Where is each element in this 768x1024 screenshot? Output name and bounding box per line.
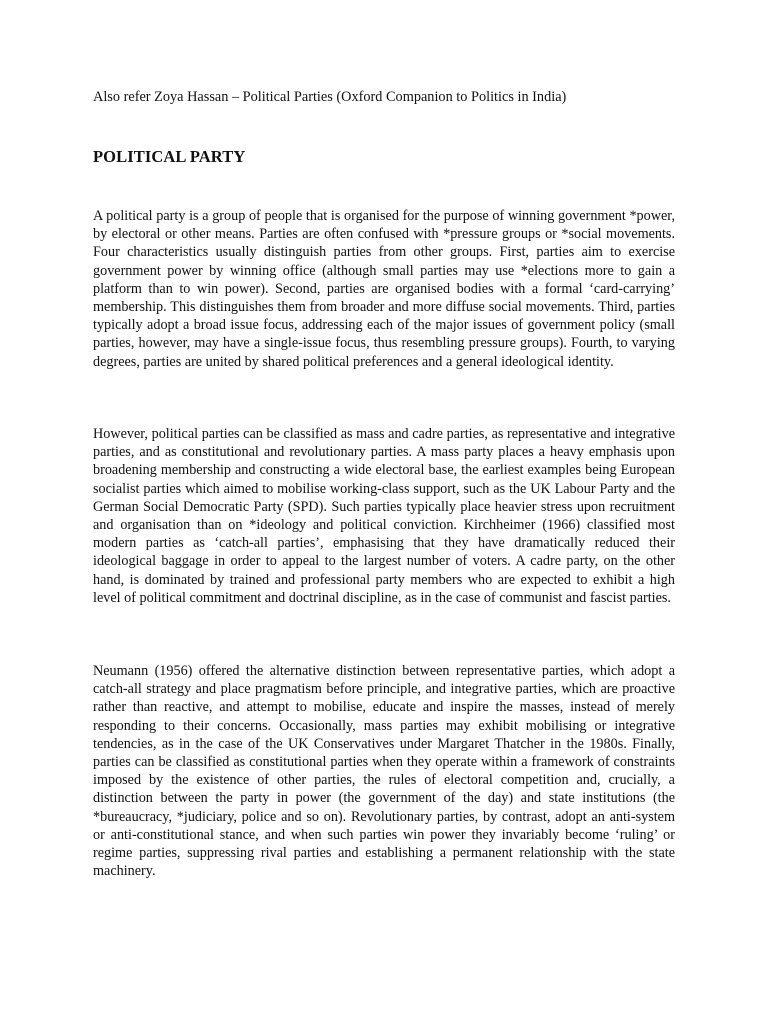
reference-note: Also refer Zoya Hassan – Political Parties (Oxford Companion to Politics in India)	[93, 89, 567, 105]
page-title: POLITICAL PARTY	[93, 147, 246, 166]
paragraph-neumann: Neumann (1956) offered the alternative distinction between representative parties, which adopt a catch-all strategy and place pragmatism before principle, and integrative parties, which are proactive rather than reactive, and attempt to mobilise, educate and inspire the masses, instead of merely responding to their concerns. Occasionally, mass parties may exhibit mobilising or integrative tendencies, as in the case of the UK Conservatives under Margaret Thatcher in the 1980s. Finally, parties can be classified as constitutional parties when they operate within a framework of constraints imposed by the existence of other parties, the rules of electoral competition and, crucially, a distinction between the party in power (the government of the day) and state institutions (the *bureaucracy, *judiciary, police and so on). Revolutionary parties, by contrast, adopt an anti-system or anti-constitutional stance, and when such parties win power they invariably become ‘ruling’ or regime parties, suppressing rival parties and establishing a permanent relationship with the state machinery.	[93, 663, 675, 880]
paragraph-definition: A political party is a group of people that is organised for the purpose of winning government *power, by electoral or other means. Parties are often confused with *pressure groups or *social movements. Four characteristics usually distinguish parties from other groups. First, parties aim to exercise government power by winning office (although small parties may use *elections more to gain a platform than to win power). Second, parties are organised bodies with a formal ‘card-carrying’ membership. This distinguishes them from broader and more diffuse social movements. Third, parties typically adopt a broad issue focus, addressing each of the major issues of government policy (small parties, however, may have a single-issue focus, thus resembling pressure groups). Fourth, to varying degrees, parties are united by shared political preferences and a general ideological identity.	[93, 208, 675, 370]
paragraph-classification: However, political parties can be classified as mass and cadre parties, as representative and integrative parties, and as constitutional and revolutionary parties. A mass party places a heavy emphasis upon broadening membership and constructing a wide electoral base, the earliest examples being European socialist parties which aimed to mobilise working-class support, such as the UK Labour Party and the German Social Democratic Party (SPD). Such parties typically place heavier stress upon recruitment and organisation than on *ideology and political conviction. Kirchheimer (1966) classified most modern parties as ‘catch-all parties’, emphasising that they have dramatically reduced their ideological baggage in order to appeal to the largest number of voters. A cadre party, on the other hand, is dominated by trained and professional party members who are expected to exhibit a high level of political commitment and doctrinal discipline, as in the case of communist and fascist parties.	[93, 426, 675, 606]
